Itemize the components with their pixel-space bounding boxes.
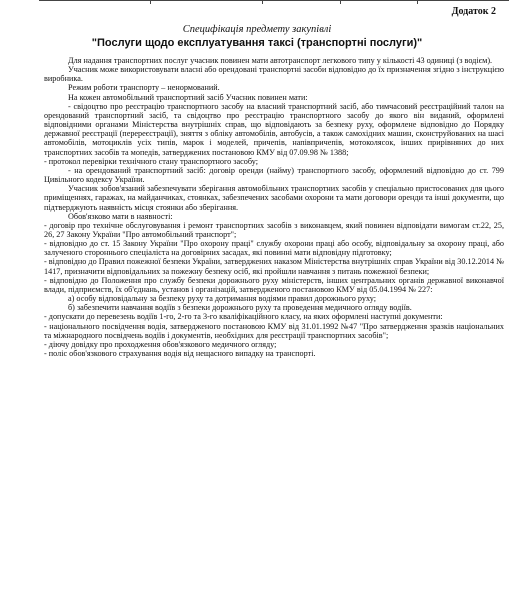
table-column-mark	[417, 0, 418, 4]
annex-label: Додаток 2	[451, 6, 496, 17]
specification-subtitle: Специфікація предмету закупівлі	[182, 24, 332, 35]
list-item-fire-safety: - відповідно до Правил пожежної безпеки України, затверджених наказом Міністерства внутрішніх справ України від 30.12.2014 № 1417, призначити відповідальних за пожежну безпеку осіб, які пройшли навчання з питань пожежної безпеки;	[44, 257, 504, 276]
list-item-inspection: - протокол перевірки технічного стану транспортного засобу;	[44, 156, 259, 166]
list-item-road-safety: - відповідно до Положення про службу безпеки дорожнього руху міністерств, інших центральних органів державної виконавчої влади, підприємств, їх об'єднань, установ і організацій, затвердженого постановою КМУ від 05.04.1994 № 227:	[44, 275, 504, 294]
list-item-medical: - діючу довідку про проходження обов'язкового медичного огляду;	[44, 339, 277, 349]
list-item-insurance: - поліс обов'язкового страхування водія від нещасного випадку на транспорті.	[44, 349, 316, 358]
paragraph-vehicle-count: Для надання транспортних послуг учасник повинен мати автотранспорт легкового типу у кількості 43 одиниці (з водієм).	[68, 56, 493, 65]
paragraph-storage: Учасник зобов'язаний забезпечувати зберігання автомобільних транспортних засобів у спеціально пристосованих для цього приміщеннях, гаражах, на майданчиках, стоянках, забезпечених засобами охорони та мати договори оренди та інші документи, що підтверджують наявність місця стоянки або зберігання.	[44, 184, 504, 212]
paragraph-vehicle-ownership: Учасник може використовувати власні або орендовані транспортні засоби відповідно до їх призначення згідно з інструкцією виробника.	[44, 65, 504, 84]
list-item-driver-admission: - допускати до перевезень водіїв 1-го, 2-го та 3-го кваліфікаційного класу, на яких оформлені наступні документи:	[44, 312, 443, 322]
list-item-lease: - на орендований транспортний засіб: договір оренди (найму) транспортного засобу, оформлений відповідно до ст. 799 Цивільного кодексу України.	[44, 165, 504, 185]
paragraph-work-mode: Режим роботи транспорту – ненормований.	[68, 83, 220, 93]
list-item-maintenance-contract: - договір про технічне обслуговування і ремонт транспортних засобів з виконавцем, який повинен відповідати вимогам ст.22, 25, 26, 27 Закону України "Про автомобільний транспорт";	[44, 220, 504, 239]
table-column-mark	[262, 0, 263, 4]
list-item-registration: - свідоцтво про реєстрацію транспортного засобу на власний транспортний засіб, або тимчасовий реєстраційний талон на орендований транспортний засіб, та свідоцтво про реєстрацію транспортного засобу до якого він виданий, оформлені відповідними органами Міністерства внутрішніх справ, що відповідають за безпеку руху, оформлене відповідно до Порядку державної реєстрації (перереєстрації), зняття з обліку автомобілів, автобусів, а також самохідних машин, сконструйованих на шасі автомобілів, мотоциклів усіх типів, марок і моделей, причепів, напівпричепів, мотоколясок, інших прирівняних до них транспортних засобів та мопедів, затверджених постановою КМУ від 07.09.98 № 1388;	[44, 101, 504, 157]
list-item-responsible-person: а) особу відповідальну за безпеку руху та дотримання водіями правил дорожнього руху;	[68, 294, 377, 304]
document-title: "Послуги щодо експлуатування таксі (транспортні послуги)"	[91, 37, 423, 49]
table-column-mark	[150, 0, 151, 4]
list-item-driver-training: б) забезпечити навчання водіїв з безпеки дорожнього руху та проведення медичного огляду водіїв.	[68, 303, 412, 313]
document-body	[44, 56, 504, 358]
table-border-remnant	[39, 0, 509, 1]
list-item-labor-safety: - відповідно до ст. 15 Закону України "Про охорону праці" службу охорони праці або особу, відповідальну за охорону праці, або залученого стороннього спеціаліста на договірних засадах, які повинні мати відповідну підготовку;	[44, 239, 504, 258]
table-column-mark	[340, 0, 341, 4]
list-item-license: - національного посвідчення водія, затвердженого постановою КМУ від 31.01.1992 №47 "Про затвердження зразків національних та міжнародного посвідчень водіїв і документів, необхідних для реєстрації транспортних засобів";	[44, 321, 504, 340]
paragraph-mandatory-header: Обов'язково мати в наявності:	[68, 211, 173, 221]
paragraph-required-documents: На кожен автомобільний транспортний засіб Учасник повинен мати:	[68, 92, 308, 102]
